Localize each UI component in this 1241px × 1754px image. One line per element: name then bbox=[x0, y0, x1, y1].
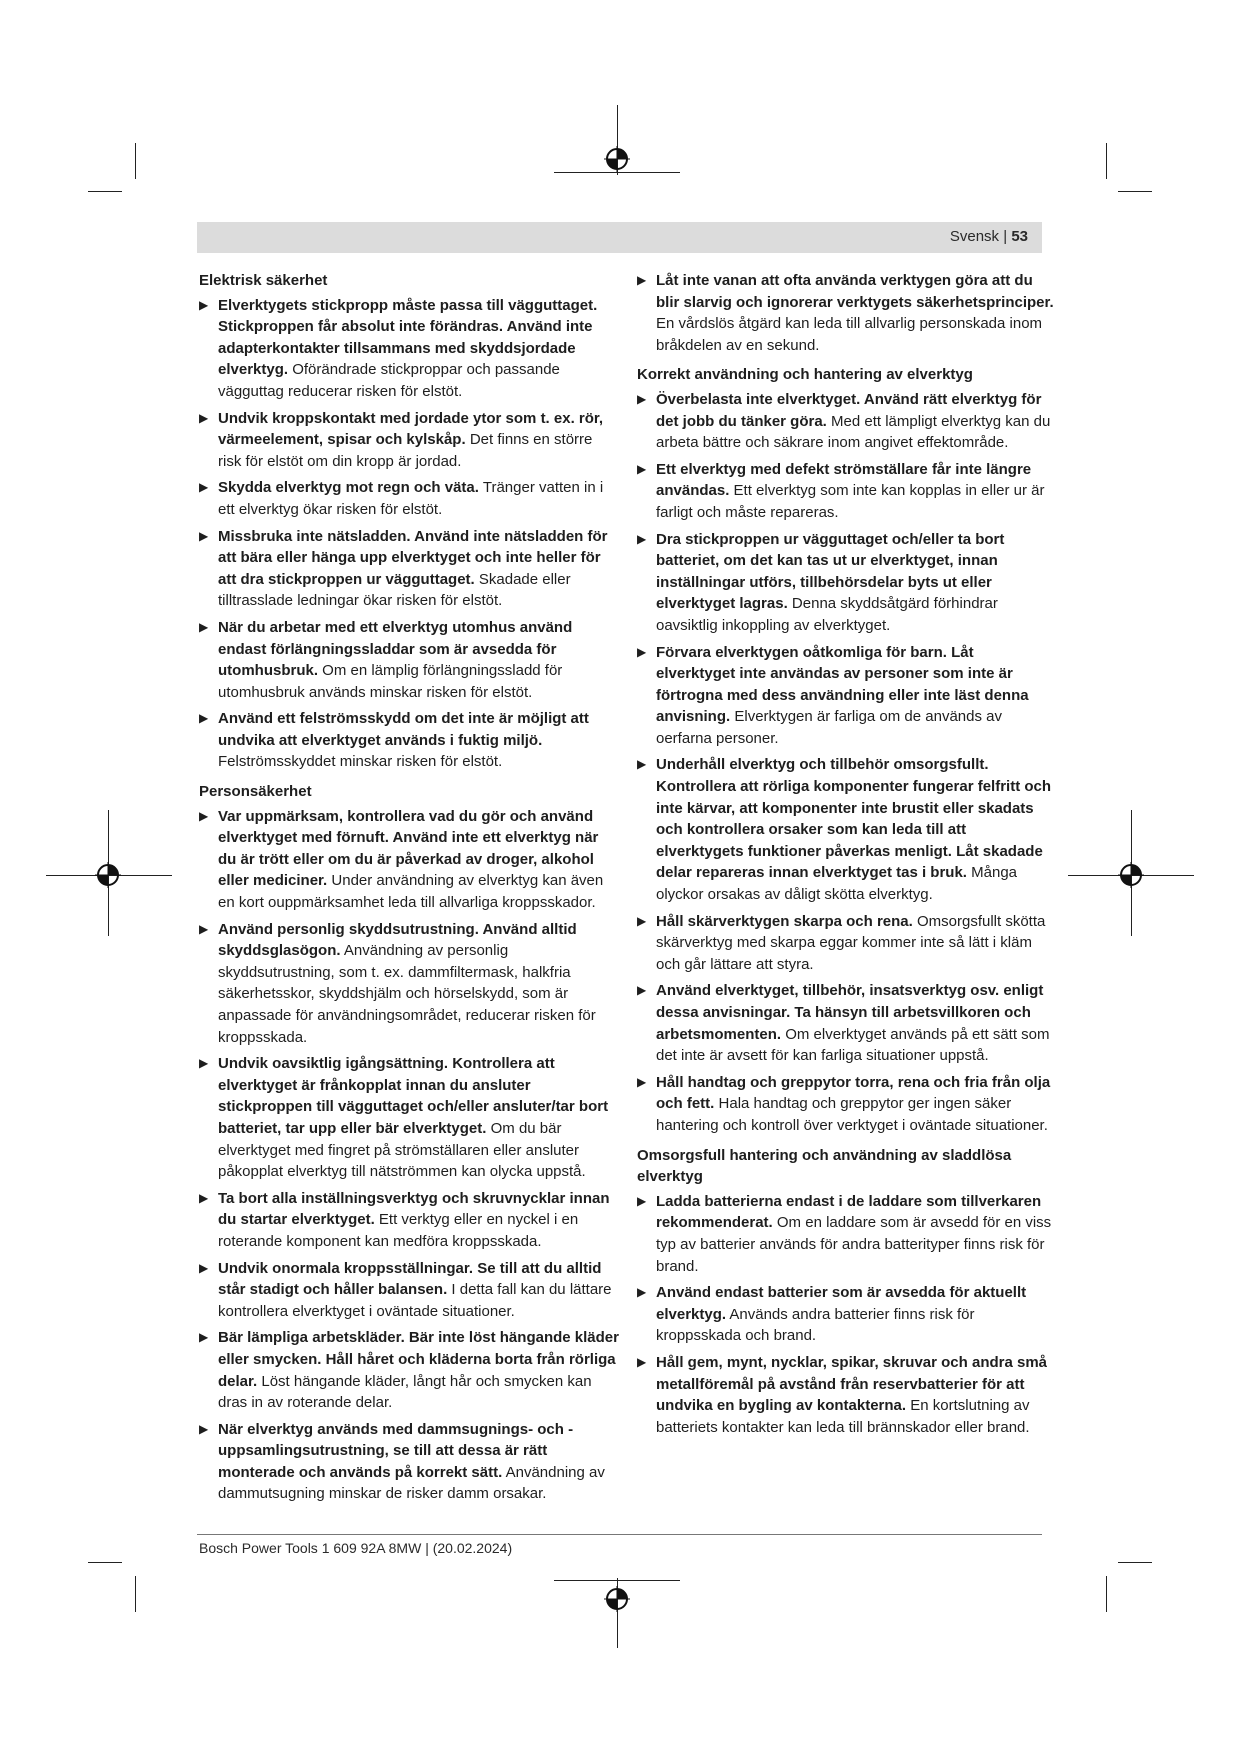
bullet-arrow-icon: ▶ bbox=[637, 1285, 647, 1300]
list-item bbox=[199, 1053, 619, 1183]
list-item bbox=[637, 1191, 1055, 1277]
bullet-arrow-icon: ▶ bbox=[199, 921, 209, 936]
crop-mark bbox=[135, 1576, 136, 1612]
bullet-arrow-icon: ▶ bbox=[637, 1193, 647, 1208]
bullet-arrow-icon: ▶ bbox=[199, 297, 209, 312]
registration-mark-icon bbox=[1118, 862, 1144, 888]
bullet-arrow-icon: ▶ bbox=[637, 983, 647, 998]
bullet-arrow-icon: ▶ bbox=[637, 273, 647, 287]
item-warning: Håll handtag och greppytor torra, rena och fria från olja och fett. bbox=[656, 1073, 1051, 1113]
bullet-arrow-icon: ▶ bbox=[199, 808, 209, 823]
item-explanation: Denna skyddsåtgärd förhindrar oavsiktlig inkoppling av elverktyget. bbox=[656, 595, 998, 634]
page-number: 53 bbox=[1011, 228, 1028, 245]
item-explanation: Löst hängande kläder, långt hår och smycken kan dras in av roterande delar. bbox=[218, 1372, 592, 1412]
list-item bbox=[199, 1258, 619, 1323]
list-item bbox=[637, 1352, 1055, 1438]
list-item bbox=[637, 459, 1055, 524]
registration-mark-icon bbox=[604, 1586, 630, 1612]
item-warning: Använd ett felströmsskydd om det inte är möjligt att undvika att elverktyget används i fuktig miljö. bbox=[218, 710, 589, 749]
header-language: Svensk bbox=[949, 228, 1000, 245]
item-warning: Ta bort alla inställningsverktyg och skruvnycklar innan du startar elverktyget. bbox=[218, 1189, 610, 1229]
list-item bbox=[199, 526, 619, 612]
item-explanation: Under användning av elverktyg kan även en kort ouppmärksamhet leda till allvarliga kroppsskador. bbox=[218, 872, 604, 912]
item-warning: Ladda batterierna endast i de laddare som tillverkaren rekommenderat. bbox=[656, 1192, 1042, 1232]
bullet-arrow-icon: ▶ bbox=[199, 1421, 209, 1436]
list-item bbox=[637, 529, 1055, 637]
item-warning: Underhåll elverktyg och tillbehör omsorgsfullt. Kontrollera att rörliga komponenter fungerar felfritt och inte kärvar, att komponenter inte brustit eller skadats och kontrollera orsaker som kan leda till att elverktygets funktioner påverkas menligt. Låt skadade delar repareras innan elverktyget tas i bruk. bbox=[656, 756, 1052, 882]
list-item bbox=[637, 911, 1055, 976]
footer-divider bbox=[197, 1534, 1042, 1535]
registration-mark-icon bbox=[95, 862, 121, 888]
bullet-arrow-icon: ▶ bbox=[637, 644, 647, 659]
item-explanation: Ett verktyg eller en nyckel i en roterande komponent kan medföra kroppsskada. bbox=[218, 1211, 579, 1250]
item-warning: Undvik oavsiktlig igångsättning. Kontrollera att elverktyget är frånkopplat innan du ansluter stickproppen till vägguttaget och/eller ansluter/tar bort batteriet, tar upp eller bär elverktyget. bbox=[218, 1055, 609, 1137]
item-warning: Skydda elverktyg mot regn och väta. bbox=[218, 479, 479, 497]
bullet-arrow-icon: ▶ bbox=[637, 1074, 647, 1089]
crop-mark bbox=[1118, 191, 1152, 192]
bullet-arrow-icon: ▶ bbox=[637, 391, 647, 406]
item-explanation: Felströmsskyddet minskar risken för elstöt. bbox=[218, 753, 503, 771]
registration-mark-icon bbox=[604, 146, 630, 172]
item-explanation: Många olyckor orsakas av dåligt skötta elverktyg. bbox=[656, 864, 1018, 904]
list-item bbox=[199, 806, 619, 914]
section-heading: Elektrisk säkerhet bbox=[199, 272, 328, 289]
item-warning: Var uppmärksam, kontrollera vad du gör och använd elverktyget med förnuft. Använd inte ett elverktyg när du är trött eller om du är påverkad av droger, alkohol eller mediciner. bbox=[218, 807, 599, 890]
item-explanation: Hala handtag och greppytor ger ingen säker hantering och kontroll över verktyget i oväntade situationer. bbox=[656, 1095, 1048, 1134]
list-item bbox=[637, 980, 1055, 1066]
bullet-arrow-icon: ▶ bbox=[199, 410, 209, 425]
page-header bbox=[197, 222, 1042, 253]
list-item bbox=[199, 408, 619, 473]
crop-mark bbox=[88, 1562, 122, 1563]
section-heading: Omsorgsfull hantering och användning av sladdlösa elverktyg bbox=[637, 1146, 1012, 1186]
section-heading: Personsäkerhet bbox=[199, 783, 312, 801]
list-item bbox=[637, 270, 1055, 356]
crop-mark bbox=[1118, 1562, 1152, 1563]
crop-mark bbox=[554, 1580, 680, 1581]
item-warning: När elverktyg används med dammsugnings- och -uppsamlingsutrustning, se till att dessa är rätt monterade och används på korrekt sätt. bbox=[218, 1420, 574, 1481]
list-item bbox=[199, 708, 619, 773]
item-warning: När du arbetar med ett elverktyg utomhus använd endast förlängningssladdar som är avsedda för utomhusbruk. bbox=[218, 618, 573, 680]
bullet-arrow-icon: ▶ bbox=[637, 461, 647, 476]
bullet-arrow-icon: ▶ bbox=[199, 1330, 209, 1345]
list-item bbox=[199, 477, 619, 520]
item-explanation: Används andra batterier finns risk för kroppsskada och brand. bbox=[656, 1305, 975, 1345]
bullet-arrow-icon: ▶ bbox=[637, 757, 647, 772]
item-warning: Håll gem, mynt, nycklar, spikar, skruvar och andra små metallföremål på avstånd från reservbatterier för att undvika en bygling av kontakterna. bbox=[656, 1353, 1048, 1415]
list-item bbox=[637, 1072, 1055, 1137]
bullet-arrow-icon: ▶ bbox=[637, 913, 647, 928]
item-explanation: Om en lämplig förlängningssladd för utomhusbruk används minskar risken för elstöt. bbox=[218, 662, 563, 701]
bullet-arrow-icon: ▶ bbox=[199, 1190, 209, 1205]
section-heading: Korrekt användning och hantering av elverktyg bbox=[637, 366, 973, 384]
item-explanation: Omsorgsfullt skötta skärverktyg med skarpa eggar kommer inte så lätt i kläm och går lättare att styra. bbox=[656, 912, 1046, 973]
item-warning: Undvik onormala kroppsställningar. Se till att du alltid står stadigt och håller balansen. bbox=[218, 1259, 602, 1299]
item-explanation: Elverktygen är farliga om de används av oerfarna personer. bbox=[656, 708, 1003, 747]
item-explanation: Oförändrade stickproppar och passande vägguttag reducerar risken för elstöt. bbox=[218, 361, 560, 400]
list-item bbox=[199, 919, 619, 1049]
item-warning: Håll skärverktygen skarpa och rena. bbox=[656, 912, 913, 930]
item-explanation: Tränger vatten in i ett elverktyg ökar risken för elstöt. bbox=[218, 479, 604, 518]
item-explanation: I detta fall kan du lättare kontrollera elverktyget i oväntade situationer. bbox=[218, 1281, 612, 1320]
list-item bbox=[199, 1188, 619, 1253]
list-item bbox=[637, 754, 1055, 905]
item-explanation: Skadade eller tilltrasslade ledningar ökar risken för elstöt. bbox=[218, 570, 571, 610]
item-warning: Ett elverktyg med defekt strömställare får inte längre användas. bbox=[656, 460, 1032, 500]
crop-mark bbox=[88, 191, 122, 192]
bullet-arrow-icon: ▶ bbox=[199, 1056, 209, 1071]
bullet-arrow-icon: ▶ bbox=[199, 619, 209, 634]
item-explanation: En kortslutning av batteriets kontakter kan leda till brännskador eller brand. bbox=[656, 1397, 1030, 1436]
list-item bbox=[199, 617, 619, 703]
item-warning: Använd endast batterier som är avsedda för aktuellt elverktyg. bbox=[656, 1284, 1027, 1323]
bullet-arrow-icon: ▶ bbox=[637, 531, 647, 546]
left-column bbox=[199, 270, 619, 1510]
right-column bbox=[637, 270, 1055, 1443]
item-explanation: En vårdslös åtgärd kan leda till allvarlig personskada inom bråkdelen av en sekund. bbox=[656, 315, 1043, 354]
list-item bbox=[637, 389, 1055, 454]
list-item bbox=[199, 1327, 619, 1413]
item-warning: Undvik kroppskontakt med jordade ytor som t. ex. rör, värmeelement, spisar och kylskåp. bbox=[218, 409, 604, 449]
item-warning: Missbruka inte nätsladden. Använd inte nätsladden för att bära eller hänga upp elverktyget och inte heller för att dra stickproppen ur vägguttaget. bbox=[218, 527, 608, 588]
header-text bbox=[950, 228, 1028, 245]
item-warning: Låt inte vanan att ofta använda verktygen göra att du blir slarvig och ignorerar verktygets säkerhetsprinciper. bbox=[656, 272, 1054, 311]
crop-mark bbox=[1106, 1576, 1107, 1612]
item-warning: Förvara elverktygen oåtkomliga för barn. Låt elverktyget inte användas av personer som inte är förtrogna med dess användning eller inte läst denna anvisning. bbox=[656, 643, 1029, 726]
bullet-arrow-icon: ▶ bbox=[637, 1354, 647, 1369]
bullet-arrow-icon: ▶ bbox=[199, 528, 209, 543]
footer-text: Bosch Power Tools 1 609 92A 8MW | (20.02.2024) bbox=[199, 1540, 513, 1556]
bullet-arrow-icon: ▶ bbox=[199, 1260, 209, 1275]
header-separator: | bbox=[1003, 228, 1008, 245]
item-explanation: Med ett lämpligt elverktyg kan du arbeta bättre och säkrare inom angivet effektområde. bbox=[656, 412, 1051, 452]
item-explanation: Användning av personlig skyddsutrustning, som t. ex. dammfiltermask, halkfria säkerhetsskor, skyddshjälm och hörselskydd, som är anpassade för användningsområdet, reducerar risken för kroppsskada. bbox=[218, 942, 596, 1046]
item-explanation: Om en laddare som är avsedd för en viss typ av batterier används för andra batterityper finns risk för brand. bbox=[656, 1214, 1052, 1275]
item-explanation: Om du bär elverktyget med fingret på strömställaren eller ansluter påkopplat elverktyg till nätströmmen kan olycka uppstå. bbox=[218, 1119, 586, 1181]
crop-mark bbox=[554, 172, 680, 173]
item-warning: Bär lämpliga arbetskläder. Bär inte löst hängande kläder eller smycken. Håll håret och kläderna borta från rörliga delar. bbox=[218, 1329, 619, 1390]
list-item bbox=[199, 1419, 619, 1505]
list-item bbox=[199, 295, 619, 403]
item-explanation: Om elverktyget används på ett sätt som det inte är avsett för kan farliga situationer uppstå. bbox=[656, 1025, 1050, 1065]
crop-mark bbox=[1106, 143, 1107, 179]
item-explanation: Det finns en större risk för elstöt om din kropp är jordad. bbox=[218, 431, 593, 470]
item-explanation: Användning av dammutsugning minskar de risker damm orsakar. bbox=[218, 1463, 605, 1503]
list-item bbox=[637, 642, 1055, 750]
item-explanation: Ett elverktyg som inte kan kopplas in eller ur är farligt och måste repareras. bbox=[656, 482, 1045, 521]
item-warning: Elverktygets stickpropp måste passa till vägguttaget. Stickproppen får absolut inte förändras. Använd inte adapterkontakter tillsammans med skyddsjordade elverktyg. bbox=[218, 296, 598, 379]
item-warning: Använd elverktyget, tillbehör, insatsverktyg osv. enligt dessa anvisningar. Ta hänsyn till arbetsvillkoren och arbetsmomenten. bbox=[656, 982, 1044, 1043]
item-warning: Dra stickproppen ur vägguttaget och/eller ta bort batteriet, om det kan tas ut ur elverktyget, innan inställningar utförs, tillbehörsdelar byts ut eller elverktyget lagras. bbox=[656, 530, 1005, 613]
crop-mark bbox=[135, 143, 136, 179]
bullet-arrow-icon: ▶ bbox=[199, 711, 209, 726]
item-warning: Använd personlig skyddsutrustning. Använd alltid skyddsglasögon. bbox=[218, 920, 577, 960]
list-item bbox=[637, 1282, 1055, 1347]
item-warning: Överbelasta inte elverktyget. Använd rätt elverktyg för det jobb du tänker göra. bbox=[656, 390, 1042, 430]
bullet-arrow-icon: ▶ bbox=[199, 480, 209, 495]
